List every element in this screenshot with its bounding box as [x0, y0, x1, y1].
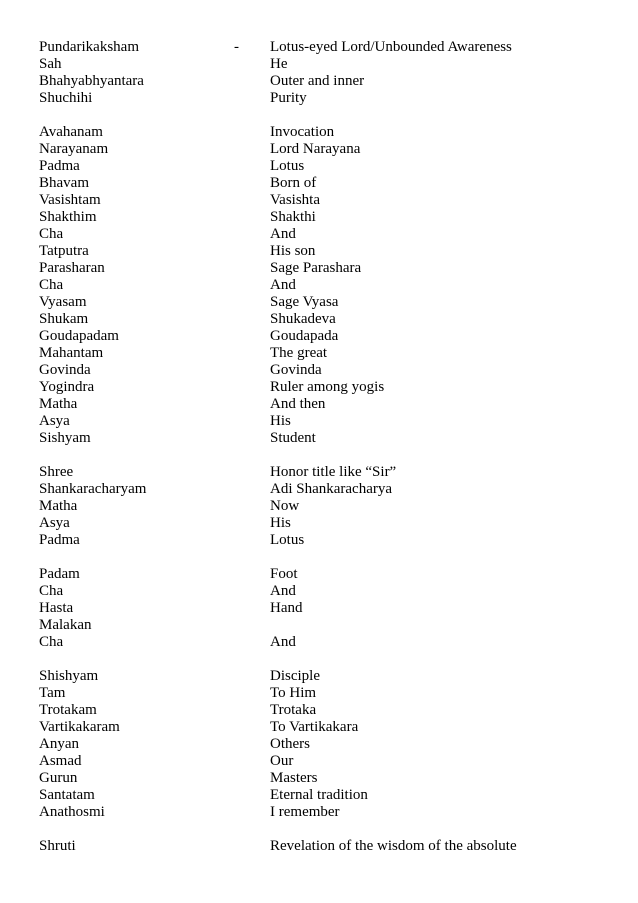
- glossary-meaning: Goudapada: [270, 328, 339, 344]
- glossary-row: [0, 73, 638, 90]
- glossary-row: [0, 175, 638, 192]
- glossary-term: Padma: [39, 532, 80, 548]
- glossary-meaning: Lotus: [270, 158, 305, 174]
- section-gap: [0, 447, 638, 464]
- glossary-meaning: Others: [270, 736, 310, 752]
- glossary-term: Cha: [39, 277, 64, 293]
- glossary-row: [0, 362, 638, 379]
- glossary-row: [0, 158, 638, 175]
- glossary-row: [0, 770, 638, 787]
- glossary-row: [0, 413, 638, 430]
- glossary-row: [0, 430, 638, 447]
- glossary-meaning: Purity: [270, 90, 307, 106]
- glossary-row: [0, 39, 638, 56]
- glossary-row: [0, 804, 638, 821]
- glossary-term: Gurun: [39, 770, 78, 786]
- glossary-meaning: Adi Shankaracharya: [270, 481, 393, 497]
- glossary-meaning: Trotaka: [270, 702, 317, 718]
- glossary-row: [0, 209, 638, 226]
- glossary-row: [0, 396, 638, 413]
- glossary-row: [0, 124, 638, 141]
- glossary-meaning: His: [270, 413, 291, 429]
- glossary-term: Bhahyabhyantara: [39, 73, 144, 89]
- glossary-term: Goudapadam: [39, 328, 119, 344]
- glossary-row: [0, 719, 638, 736]
- glossary-row: [0, 379, 638, 396]
- glossary-meaning: I remember: [270, 804, 340, 820]
- glossary-term: Anyan: [39, 736, 79, 752]
- glossary-row: [0, 617, 638, 634]
- glossary-meaning: And: [270, 277, 296, 293]
- glossary-meaning: Honor title like “Sir”: [270, 464, 397, 480]
- glossary-meaning: Vasishta: [270, 192, 320, 208]
- glossary-meaning: Eternal tradition: [270, 787, 368, 803]
- glossary-row: [0, 56, 638, 73]
- glossary-meaning: Our: [270, 753, 294, 769]
- glossary-row: [0, 787, 638, 804]
- section-gap: [0, 821, 638, 838]
- glossary-separator: -: [234, 39, 239, 55]
- glossary-meaning: Lotus: [270, 532, 305, 548]
- glossary-term: Shishyam: [39, 668, 99, 684]
- glossary-row: [0, 566, 638, 583]
- glossary-meaning: Hand: [270, 600, 303, 616]
- glossary-term: Tatputra: [39, 243, 89, 259]
- glossary-term: Shree: [39, 464, 74, 480]
- glossary-meaning: He: [270, 56, 288, 72]
- glossary-row: [0, 141, 638, 158]
- glossary-row: [0, 277, 638, 294]
- glossary-meaning: Now: [270, 498, 300, 514]
- glossary-row: [0, 481, 638, 498]
- glossary-meaning: Ruler among yogis: [270, 379, 385, 395]
- glossary-row: [0, 583, 638, 600]
- glossary-row: [0, 753, 638, 770]
- glossary-meaning: And then: [270, 396, 326, 412]
- glossary-row: [0, 192, 638, 209]
- glossary-term: Cha: [39, 226, 64, 242]
- glossary-term: Shukam: [39, 311, 89, 327]
- glossary-meaning: Sage Parashara: [270, 260, 362, 276]
- glossary-row: [0, 90, 638, 107]
- glossary-row: [0, 294, 638, 311]
- glossary-page: [0, 39, 638, 855]
- glossary-term: Shruti: [39, 838, 76, 854]
- section-gap: [0, 651, 638, 668]
- glossary-term: Narayanam: [39, 141, 109, 157]
- glossary-term: Malakan: [39, 617, 92, 633]
- glossary-row: [0, 736, 638, 753]
- glossary-row: [0, 498, 638, 515]
- glossary-term: Parasharan: [39, 260, 105, 276]
- glossary-meaning: Shukadeva: [270, 311, 336, 327]
- glossary-meaning: And: [270, 634, 296, 650]
- glossary-meaning: Masters: [270, 770, 318, 786]
- glossary-meaning: His: [270, 515, 291, 531]
- glossary-term: Govinda: [39, 362, 91, 378]
- glossary-meaning: Revelation of the wisdom of the absolute: [270, 838, 517, 854]
- glossary-list: [0, 39, 638, 855]
- glossary-row: [0, 634, 638, 651]
- glossary-row: [0, 311, 638, 328]
- glossary-term: Trotakam: [39, 702, 97, 718]
- section-gap: [0, 107, 638, 124]
- glossary-row: [0, 515, 638, 532]
- glossary-term: Anathosmi: [39, 804, 105, 820]
- glossary-term: Vasishtam: [39, 192, 101, 208]
- glossary-row: [0, 685, 638, 702]
- glossary-term: Bhavam: [39, 175, 89, 191]
- glossary-term: Avahanam: [39, 124, 103, 140]
- glossary-meaning: Lotus-eyed Lord/Unbounded Awareness: [270, 39, 512, 55]
- glossary-term: Asya: [39, 413, 70, 429]
- glossary-row: [0, 702, 638, 719]
- glossary-meaning: Shakthi: [270, 209, 316, 225]
- glossary-meaning: Foot: [270, 566, 298, 582]
- glossary-row: [0, 668, 638, 685]
- glossary-meaning: The great: [270, 345, 328, 361]
- glossary-meaning: Invocation: [270, 124, 335, 140]
- glossary-term: Santatam: [39, 787, 95, 803]
- glossary-term: Mahantam: [39, 345, 104, 361]
- glossary-row: [0, 243, 638, 260]
- glossary-term: Yogindra: [39, 379, 95, 395]
- glossary-term: Asya: [39, 515, 70, 531]
- glossary-term: Pundarikaksham: [39, 39, 139, 55]
- glossary-meaning: To Him: [270, 685, 317, 701]
- glossary-row: [0, 345, 638, 362]
- glossary-term: Asmad: [39, 753, 82, 769]
- glossary-term: Shankaracharyam: [39, 481, 147, 497]
- glossary-meaning: Sage Vyasa: [270, 294, 339, 310]
- glossary-term: Vyasam: [39, 294, 87, 310]
- glossary-term: Matha: [39, 498, 78, 514]
- glossary-term: Vartikakaram: [39, 719, 120, 735]
- glossary-term: Sishyam: [39, 430, 91, 446]
- glossary-term: Padma: [39, 158, 80, 174]
- glossary-meaning: To Vartikakara: [270, 719, 359, 735]
- glossary-term: Padam: [39, 566, 80, 582]
- glossary-term: Cha: [39, 634, 64, 650]
- glossary-term: Shuchihi: [39, 90, 93, 106]
- glossary-meaning: Govinda: [270, 362, 322, 378]
- glossary-row: [0, 532, 638, 549]
- glossary-row: [0, 600, 638, 617]
- glossary-meaning: Student: [270, 430, 316, 446]
- glossary-meaning: Lord Narayana: [270, 141, 361, 157]
- glossary-row: [0, 260, 638, 277]
- glossary-meaning: Disciple: [270, 668, 320, 684]
- glossary-row: [0, 838, 638, 855]
- glossary-meaning: Outer and inner: [270, 73, 365, 89]
- glossary-term: Shakthim: [39, 209, 97, 225]
- glossary-row: [0, 226, 638, 243]
- glossary-term: Sah: [39, 56, 62, 72]
- glossary-meaning: And: [270, 583, 296, 599]
- glossary-row: [0, 328, 638, 345]
- glossary-meaning: His son: [270, 243, 316, 259]
- glossary-term: Matha: [39, 396, 78, 412]
- glossary-meaning: Born of: [270, 175, 317, 191]
- glossary-row: [0, 464, 638, 481]
- glossary-term: Tam: [39, 685, 66, 701]
- section-gap: [0, 549, 638, 566]
- glossary-term: Hasta: [39, 600, 74, 616]
- glossary-meaning: And: [270, 226, 296, 242]
- glossary-term: Cha: [39, 583, 64, 599]
